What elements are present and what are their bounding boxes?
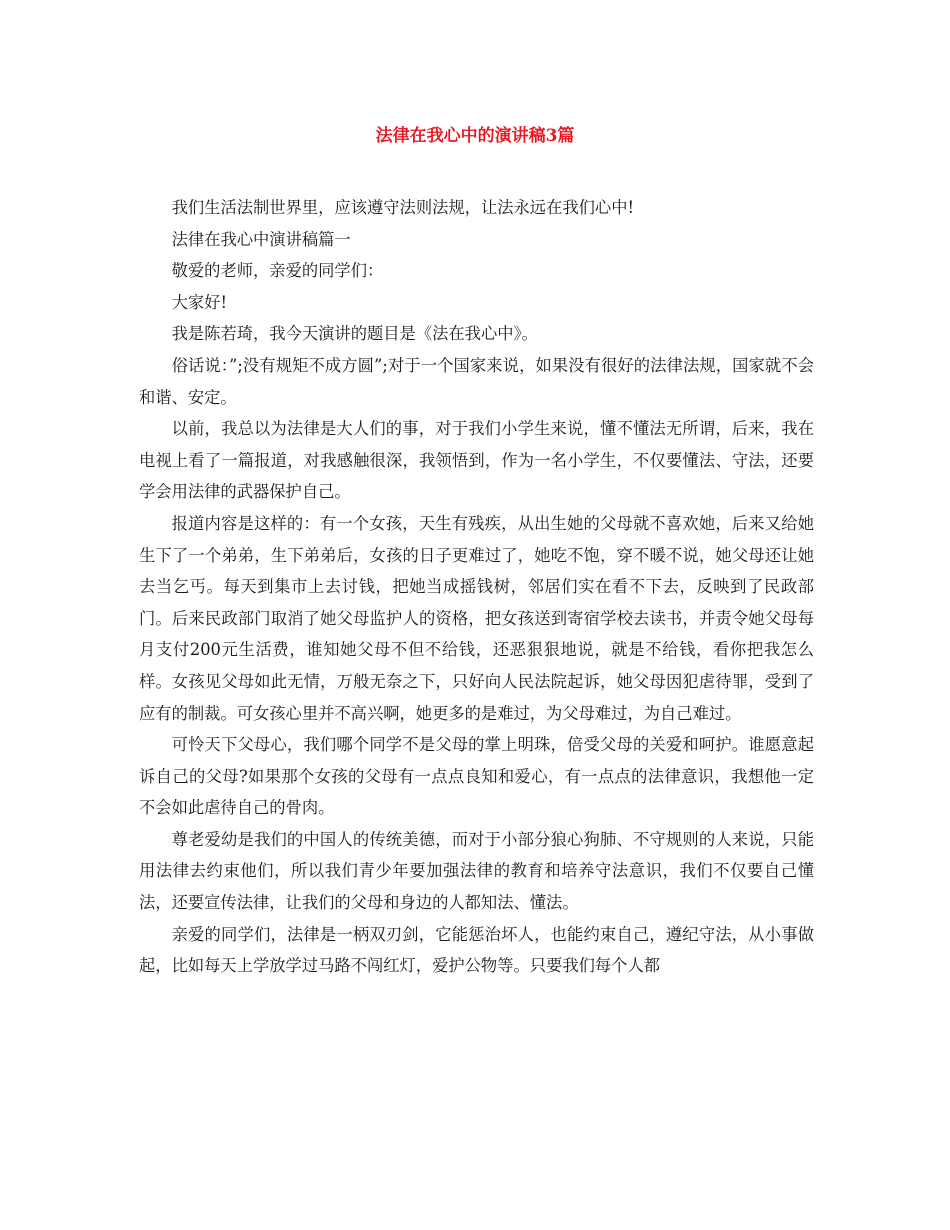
paragraph-greeting: 大家好! (171, 292, 227, 312)
paragraph-report: 报道内容是这样的：有一个女孩，天生有残疾，从出生她的父母就不喜欢她，后来又给她生下了一个弟弟，生下弟弟后，女孩的日子更难过了，她吃不饱，穿不暖不说，她父母还让她去当乞丐。每天到集市上去讨钱，把她当成摇钱树，邻居们实在看不下去，反映到了民政部门。后来民政部门取消了她父母监护人的资格，把女孩送到寄宿学校去读书，并责令她父母每月支付200元生活费，谁知她父母不但不给钱，还恶狠狠地说，就是不给钱，看你把我怎么样。女孩见父母如此无情，万般无奈之下，只好向人民法院起诉，她父母因犯虐待罪，受到了应有的制裁。可女孩心里并不高兴啊，她更多的是难过，为父母难过，为自己难过。 (139, 513, 814, 723)
paragraph-virtue: 尊老爱幼是我们的中国人的传统美德，而对于小部分狼心狗肺、不守规则的人来说，只能用法律去约束他们，所以我们青少年要加强法律的教育和培养守法意识，我们不仅要自己懂法，还要宣传法律，让我们的父母和身边的人都知法、懂法。 (139, 829, 814, 913)
paragraph-speech-topic: 我是陈若琦，我今天演讲的题目是《法在我心中》。 (171, 324, 538, 344)
paragraph-before: 以前，我总以为法律是大人们的事，对于我们小学生来说，懂不懂法无所谓，后来，我在电视上看了一篇报道，对我感触很深，我领悟到，作为一名小学生，不仅要懂法、守法，还要学会用法律的武器保护自己。 (139, 419, 814, 502)
document-body (139, 192, 814, 982)
paragraph-proverb: 俗话说：”;没有规矩不成方圆”;对于一个国家来说，如果没有很好的法律法规，国家就不会和谐、安定。 (139, 355, 814, 407)
paragraph-parents: 可怜天下父母心，我们哪个同学不是父母的掌上明珠，倍受父母的关爱和呵护。谁愿意起诉自己的父母?如果那个女孩的父母有一点点良知和爱心，有一点点的法律意识，我想他一定不会如此虐待自己的骨肉。 (139, 735, 814, 818)
paragraph-intro: 我们生活法制世界里，应该遵守法则法规，让法永远在我们心中! (171, 198, 635, 217)
paragraph-section-heading: 法律在我心中演讲稿篇一 (171, 229, 351, 249)
paragraph-salutation: 敬爱的老师，亲爱的同学们： (171, 261, 384, 281)
document-title: 法律在我心中的演讲稿3篇 (375, 126, 575, 146)
paragraph-closing: 亲爱的同学们，法律是一柄双刃剑，它能惩治坏人，也能约束自己，遵纪守法，从小事做起，比如每天上学放学过马路不闯红灯，爱护公物等。只要我们每个人都 (139, 924, 814, 976)
